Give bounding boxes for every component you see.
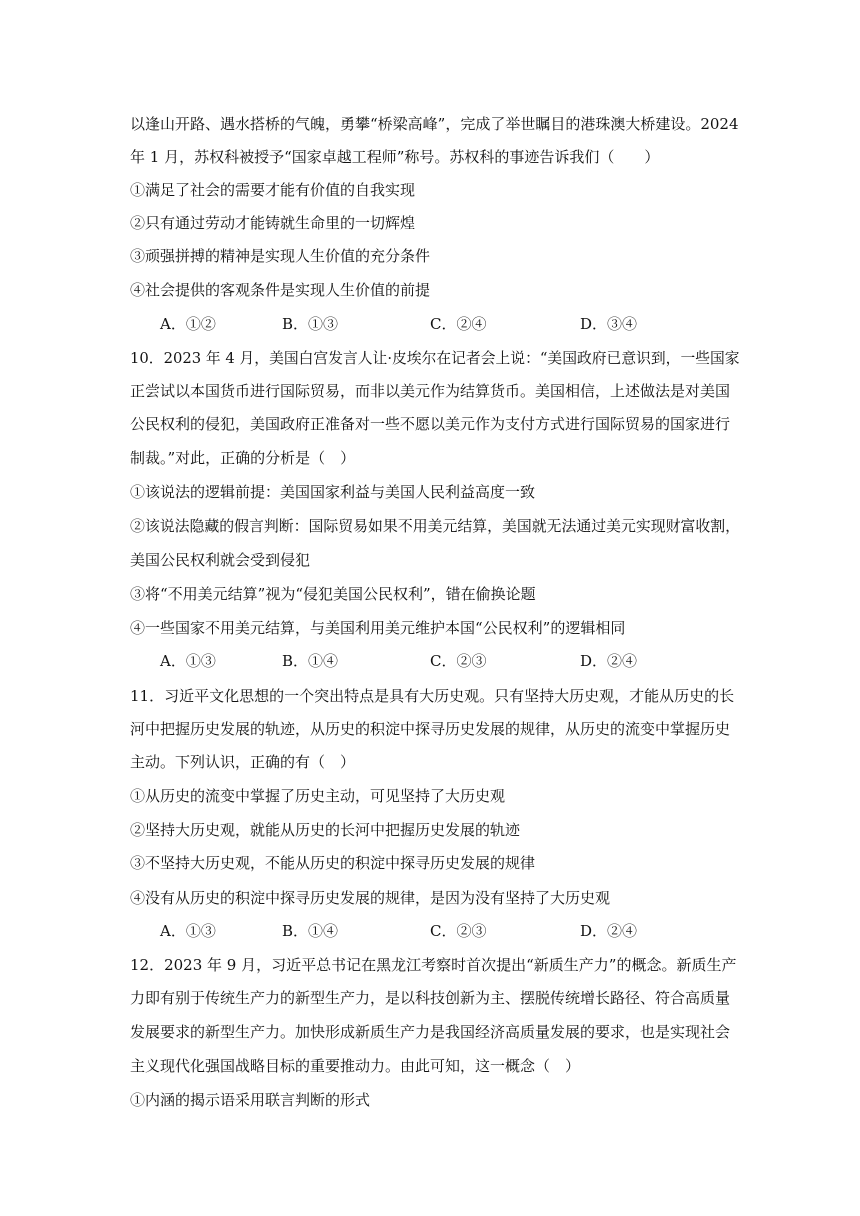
q10-option-c: C．②③ — [430, 652, 487, 670]
q10-stem-line-2: 正尝试以本国货币进行国际贸易，而非以美元作为结算货币。美国相信，上述做法是对美国 — [130, 382, 731, 400]
q10-item-2-cont: 美国公民权利就会受到侵犯 — [130, 551, 311, 569]
q9-item-3: ③顽强拼搏的精神是实现人生价值的充分条件 — [130, 247, 431, 265]
q12-stem-line-4: 主义现代化强国战略目标的重要推动力。由此可知，这一概念（ ） — [130, 1057, 581, 1075]
q10-item-3: ③将“不用美元结算”视为“侵犯美国公民权利”，错在偷换论题 — [130, 585, 536, 603]
q11-option-c: C．②③ — [430, 922, 487, 940]
q12-stem-line-2: 力即有别于传统生产力的新型生产力，是以科技创新为主、摆脱传统增长路径、符合高质量 — [130, 989, 731, 1007]
q11-item-2: ②坚持大历史观，就能从历史的长河中把握历史发展的轨迹 — [130, 821, 521, 839]
q12-stem-line-1: 12．2023 年 9 月，习近平总书记在黑龙江考察时首次提出“新质生产力”的概念。新质生产 — [130, 956, 737, 974]
q11-option-b: B．①④ — [282, 922, 339, 940]
q10-stem-line-3: 公民权利的侵犯，美国政府正准备对一些不愿以美元作为支付方式进行国际贸易的国家进行 — [130, 415, 731, 433]
q11-option-d: D．②④ — [580, 922, 638, 940]
q10-item-2: ②该说法隐藏的假言判断：国际贸易如果不用美元结算，美国就无法通过美元实现财富收割， — [130, 517, 741, 535]
q9-option-b: B．①③ — [282, 315, 339, 333]
q10-option-a: A．①③ — [160, 652, 216, 670]
q9-option-d: D．③④ — [580, 315, 638, 333]
q9-item-2: ②只有通过劳动才能铸就生命里的一切辉煌 — [130, 214, 416, 232]
q11-stem-line-2: 河中把握历史发展的轨迹，从历史的积淀中探寻历史发展的规律，从历史的流变中掌握历史 — [130, 720, 731, 738]
q9-item-1: ①满足了社会的需要才能有价值的自我实现 — [130, 181, 416, 199]
q10-stem-line-4: 制裁。”对此，正确的分析是（ ） — [130, 449, 356, 467]
q9-stem-line-2: 年 1 月，苏权科被授予“国家卓越工程师”称号。苏权科的事迹告诉我们（ ） — [130, 148, 660, 166]
q11-item-3: ③不坚持大历史观，不能从历史的积淀中探寻历史发展的规律 — [130, 854, 536, 872]
q10-option-d: D．②④ — [580, 652, 638, 670]
q11-stem-line-1: 11．习近平文化思想的一个突出特点是具有大历史观。只有坚持大历史观，才能从历史的长 — [130, 687, 735, 705]
q11-option-a: A．①③ — [160, 922, 216, 940]
q12-item-1: ①内涵的揭示语采用联言判断的形式 — [130, 1091, 371, 1109]
q9-stem-line-1: 以逢山开路、遇水搭桥的气魄，勇攀“桥梁高峰”，完成了举世瞩目的港珠澳大桥建设。2024 — [130, 115, 739, 133]
q11-item-1: ①从历史的流变中掌握了历史主动，可见坚持了大历史观 — [130, 787, 506, 805]
q10-item-4: ④一些国家不用美元结算，与美国利用美元维护本国“公民权利”的逻辑相同 — [130, 619, 626, 637]
q10-option-b: B．①④ — [282, 652, 339, 670]
q11-stem-line-3: 主动。下列认识，正确的有（ ） — [130, 753, 356, 771]
q12-stem-line-3: 发展要求的新型生产力。加快形成新质生产力是我国经济高质量发展的要求，也是实现社会 — [130, 1023, 731, 1041]
q11-item-4: ④没有从历史的积淀中探寻历史发展的规律，是因为没有坚持了大历史观 — [130, 889, 611, 907]
q10-item-1: ①该说法的逻辑前提：美国国家利益与美国人民利益高度一致 — [130, 483, 536, 501]
q9-item-4: ④社会提供的客观条件是实现人生价值的前提 — [130, 281, 431, 299]
q9-option-c: C．②④ — [430, 315, 487, 333]
q9-option-a: A．①② — [160, 315, 216, 333]
q10-stem-line-1: 10．2023 年 4 月，美国白宫发言人让·皮埃尔在记者会上说：“美国政府已意识到，一些国家 — [130, 349, 740, 367]
